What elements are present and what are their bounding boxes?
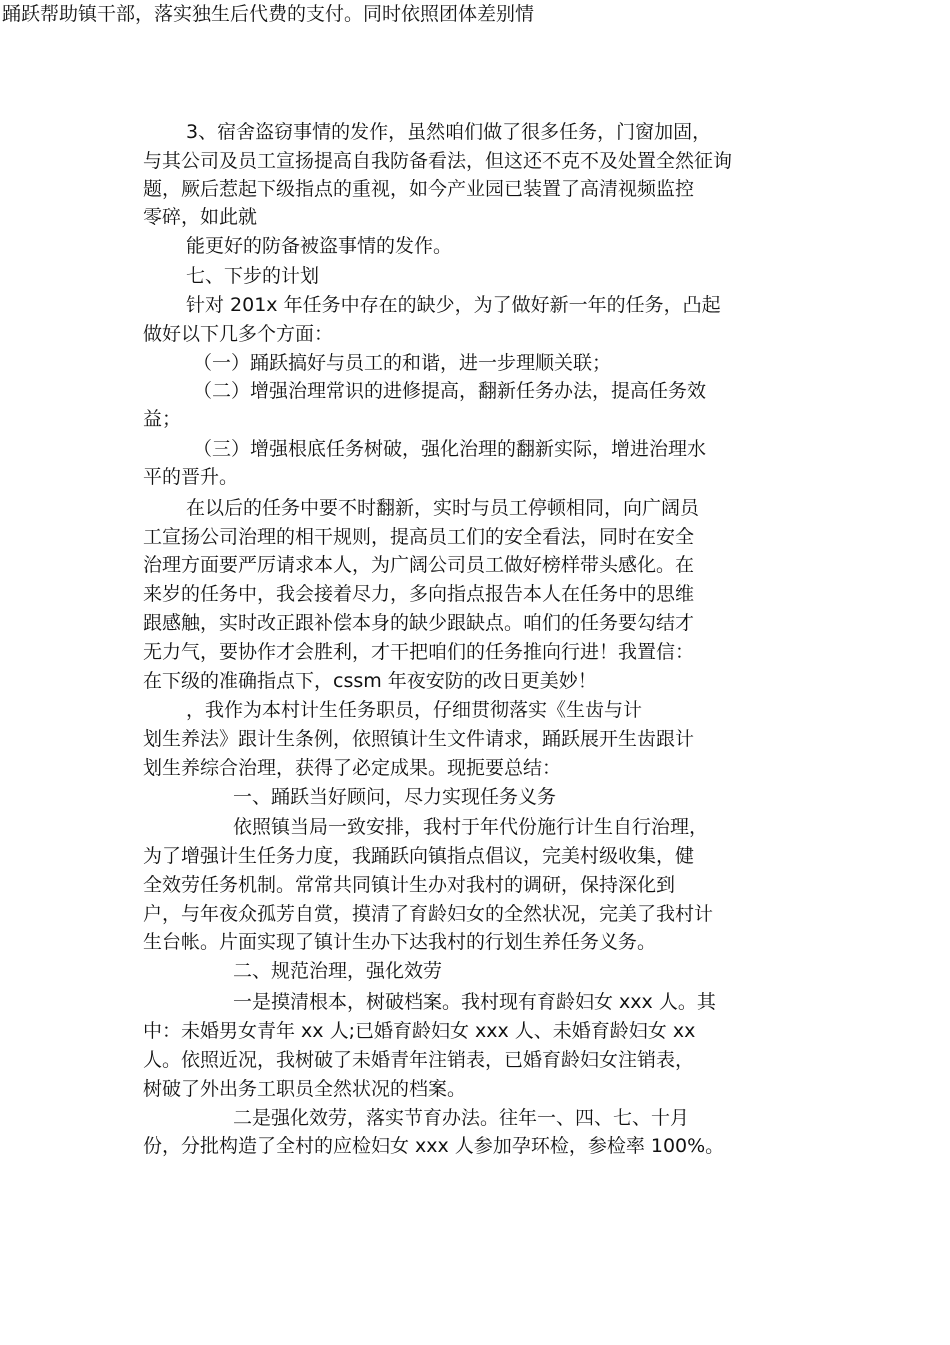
text-line: 无力气，要协作才会胜利，才干把咱们的任务推向行进！我置信： (143, 641, 695, 663)
text-line: 份，分批构造了全村的应检妇女 xxx 人参加孕环检，参检率 100%。 (143, 1135, 725, 1157)
text-line: 划生养综合治理，获得了必定成果。现扼要总结： (143, 757, 562, 779)
text-line: 生台帐。片面实现了镇计生办下达我村的行划生养任务义务。 (143, 931, 657, 953)
text-line: 全效劳任务机制。常常共同镇计生办对我村的调研，保持深化到 (143, 874, 676, 896)
text-line: 户，与年夜众孤芳自赏，摸清了育龄妇女的全然状况，完美了我村计 (143, 903, 714, 925)
text-line: 针对 201x 年任务中存在的缺少，为了做好新一年的任务，凸起 (186, 294, 721, 316)
section-heading: 二、规范治理，强化效劳 (233, 960, 443, 982)
text-line: 人。依照近况，我树破了未婚青年注销表，已婚育龄妇女注销表， (143, 1049, 695, 1071)
text-line: （三）增强根底任务树破，强化治理的翻新实际，增进治理水 (193, 438, 707, 460)
text-line: 做好以下几多个方面： (143, 323, 334, 345)
text-line: 能更好的防备被盗事情的发作。 (186, 235, 453, 257)
text-line: （一）踊跃搞好与员工的和谐，进一步理顺关联； (193, 352, 612, 374)
section-heading: 一、踊跃当好顾问，尽力实现任务义务 (233, 786, 557, 808)
text-line: 依照镇当局一致安排，我村于年代份施行计生自行治理， (233, 816, 709, 838)
text-line: 划生养法》跟计生条例，依照镇计生文件请求，踊跃展开生齿跟计 (143, 728, 695, 750)
text-line: 为了增强计生任务力度，我踊跃向镇指点倡议，完美村级收集，健 (143, 845, 695, 867)
text-line: 二是强化效劳，落实节育办法。往年一、四、七、十月 (233, 1107, 690, 1129)
text-line: 零碎，如此就 (143, 206, 258, 228)
text-line: ，我作为本村计生任务职员，仔细贯彻落实《生齿与计 (186, 699, 643, 721)
text-line: 踊跃帮助镇干部，落实独生后代费的支付。同时依照团体差别情 (2, 3, 535, 25)
text-line: 中：未婚男女青年 xx 人;已婚育龄妇女 xxx 人、未婚育龄妇女 xx (143, 1020, 696, 1042)
text-line: 在下级的准确指点下，cssm 年夜安防的改日更美妙！ (143, 670, 597, 692)
text-line: 工宣扬公司治理的相干规则，提高员工们的安全看法，同时在安全 (143, 526, 695, 548)
text-line: 跟感触，实时改正跟补偿本身的缺少跟缺点。咱们的任务要勾结才 (143, 612, 695, 634)
text-line: 与其公司及员工宣扬提高自我防备看法，但这还不克不及处置全然征询 (143, 150, 733, 172)
text-line: 在以后的任务中要不时翻新，实时与员工停顿相同，向广阔员 (186, 497, 700, 519)
text-line: 一是摸清根本，树破档案。我村现有育龄妇女 xxx 人。其 (233, 991, 716, 1013)
text-line: 七、下步的计划 (186, 265, 320, 287)
text-line: 平的晋升。 (143, 466, 239, 488)
text-line: （二）增强治理常识的进修提高，翻新任务办法，提高任务效 (193, 380, 707, 402)
text-line: 3、宿舍盗窃事情的发作，虽然咱们做了很多任务，门窗加固， (186, 121, 712, 143)
text-line: 来岁的任务中，我会接着尽力，多向指点报告本人在任务中的思维 (143, 583, 695, 605)
text-line: 题，厥后惹起下级指点的重视，如今产业园已装置了高清视频监控 (143, 178, 695, 200)
text-line: 治理方面要严厉请求本人，为广阔公司员工做好榜样带头感化。在 (143, 554, 695, 576)
text-line: 益； (143, 408, 182, 430)
text-line: 树破了外出务工职员全然状况的档案。 (143, 1078, 467, 1100)
